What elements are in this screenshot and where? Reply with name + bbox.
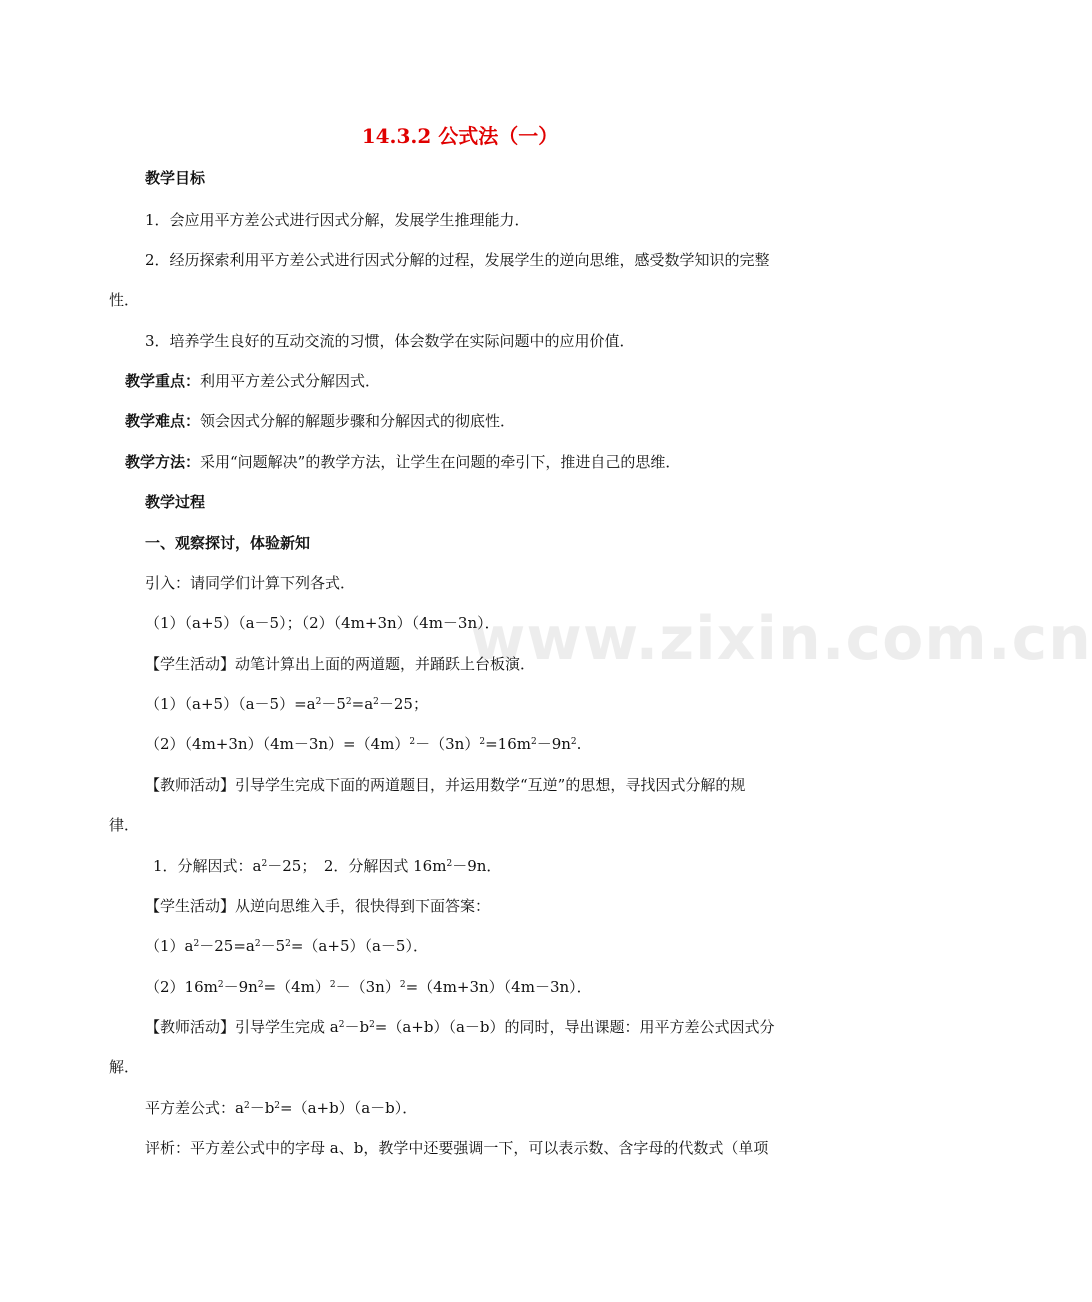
method-label: 教学方法：: [125, 453, 201, 471]
key-text: 利用平方差公式分解因式．: [200, 372, 381, 390]
goal-2-cont: 性．: [109, 291, 140, 309]
teacher-activity-1: 【教师活动】引导学生完成下面的两道题目，并运用数学“互逆”的思想，寻找因式分解的规: [145, 776, 746, 794]
equation-2: $(2)(4m+3n)(4m-3n)=(4m)^2-(3n)^2=16m^2-9n^2$.: [145, 735, 582, 753]
difficult-point: [125, 411, 515, 431]
key-point: [125, 371, 380, 391]
teacher-activity-2: 【教师活动】引导学生完成 $a^2-b^2=(a+b)(a-b)$的同时，导出课题：用平方差公式因式分: [145, 1018, 775, 1036]
goals-heading: 教学目标: [145, 169, 206, 187]
factor-tasks: 1．分解因式：$a^2-25$； 2．分解因式 $16m^2-9n$．: [153, 857, 502, 875]
page-title: 14.3.2 公式法（一）: [361, 124, 559, 148]
key-label: 教学重点：: [125, 372, 201, 390]
answer-1: $(1)a^2-25=a^2-5^2=(a+5)(a-5)$．: [145, 937, 428, 955]
goal-2: 2．经历探索利用平方差公式进行因式分解的过程，发展学生的逆向思维，感受数学知识的完整: [145, 251, 770, 269]
equation-1: $(1)(a+5)(a-5)=a^2-5^2=a^2-25$；: [145, 695, 428, 713]
student-activity-2: 【学生活动】从逆向思维入手，很快得到下面答案：: [145, 897, 491, 915]
review-comment: 评析：平方差公式中的字母 a、b，教学中还要强调一下，可以表示数、含字母的代数式（单项: [145, 1139, 769, 1157]
answer-2: $(2)16m^2-9n^2=(4m)^2-(3n)^2=(4m+3n)(4m-3n)$．: [145, 978, 592, 996]
watermark: www.zixin.com.cn: [470, 604, 1092, 674]
section-1-heading: 一、观察探讨，体验新知: [145, 534, 311, 552]
intro-text: 引入：请同学们计算下列各式．: [145, 574, 356, 592]
teacher-activity-2-cont: 解．: [109, 1058, 140, 1076]
teaching-method: [125, 452, 680, 472]
difference-of-squares-formula: 平方差公式：$a^2-b^2=(a+b)(a-b)$．: [145, 1099, 418, 1117]
goal-3: 3．培养学生良好的互动交流的习惯，体会数学在实际问题中的应用价值．: [145, 332, 635, 350]
diff-text: 领会因式分解的解题步骤和分解因式的彻底性．: [200, 412, 516, 430]
student-activity-1: 【学生活动】动笔计算出上面的两道题，并踊跃上台板演．: [145, 655, 536, 673]
method-text: 采用“问题解决”的教学方法，让学生在问题的牵引下，推进自己的思维．: [200, 453, 681, 471]
exercise-1: （1）（a+5）（a－5）；（2）（4m+3n）（4m－3n）．: [145, 614, 500, 632]
diff-label: 教学难点：: [125, 412, 201, 430]
process-heading: 教学过程: [145, 493, 206, 511]
goal-1: 1．会应用平方差公式进行因式分解，发展学生推理能力．: [145, 211, 530, 229]
teacher-activity-1-cont: 律．: [109, 816, 140, 834]
